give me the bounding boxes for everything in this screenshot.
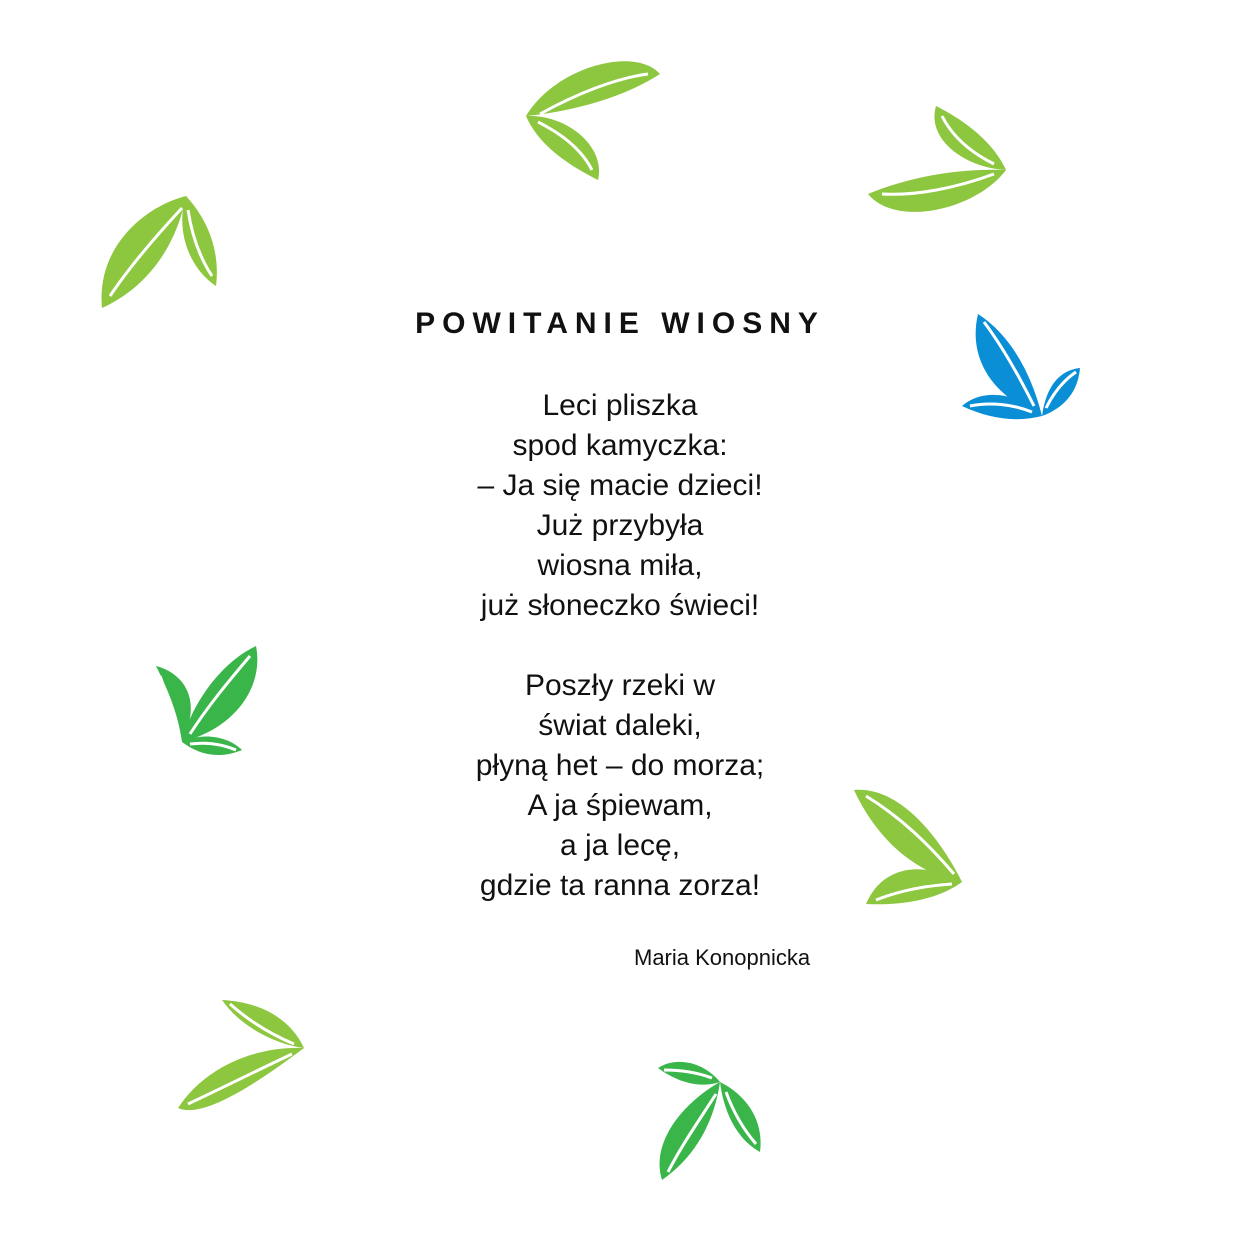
- poem-line: płyną het – do morza;: [475, 749, 765, 782]
- poem-line: – Ja się macie dzieci!: [477, 469, 763, 502]
- poem-line: świat daleki,: [538, 709, 702, 742]
- poem-line: A ja śpiewam,: [527, 789, 713, 822]
- poem-line: Poszły rzeki w: [524, 669, 716, 702]
- poem-line: już słoneczko świeci!: [480, 589, 760, 622]
- poem-line: wiosna miła,: [537, 549, 703, 582]
- poem-author: Maria Konopnicka: [634, 945, 811, 970]
- leaf-pair-icon: [866, 98, 1016, 226]
- poem-line: Leci pliszka: [542, 389, 698, 422]
- poem-line: spod kamyczka:: [512, 429, 728, 462]
- poem-line: a ja lecę,: [559, 829, 681, 862]
- poem-line: Już przybyła: [536, 509, 704, 542]
- poem-title: POWITANIE WIOSNY: [415, 307, 825, 340]
- leaf-pair-icon: [172, 994, 312, 1118]
- poem-line: gdzie ta ranna zorza!: [479, 869, 761, 902]
- stanza-2: [0, 666, 1240, 906]
- leaf-pair-icon: [520, 58, 665, 186]
- leaf-pair-icon: [654, 1054, 766, 1182]
- stanza-1: [0, 386, 1240, 626]
- leaf-pair-icon: [96, 188, 226, 313]
